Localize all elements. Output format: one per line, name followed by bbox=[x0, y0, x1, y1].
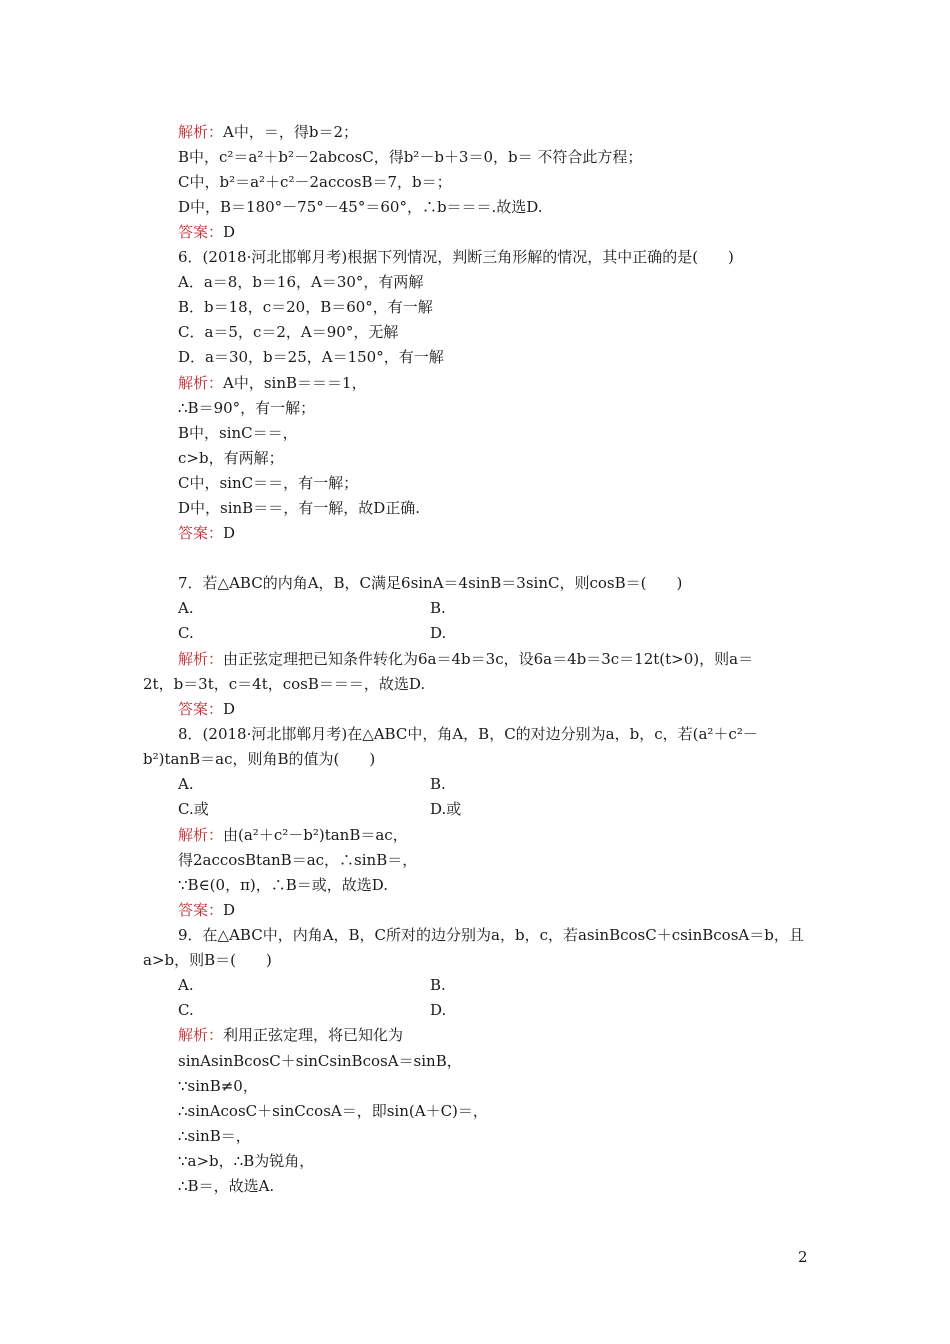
text-line bbox=[178, 773, 194, 795]
text-line bbox=[178, 622, 194, 644]
text-line bbox=[178, 397, 315, 419]
text-line bbox=[178, 849, 417, 871]
section-label: 解析： bbox=[178, 123, 224, 141]
text-span: C. bbox=[178, 624, 194, 642]
text-line bbox=[178, 271, 423, 293]
text-span: C．a＝5，c＝2，A＝90°，无解 bbox=[178, 323, 399, 341]
text-line bbox=[178, 372, 367, 394]
text-line bbox=[178, 824, 408, 846]
text-line bbox=[178, 447, 284, 469]
text-span: 6．(2018·河北邯郸月考)根据下列情况，判断三角形解的情况，其中正确的是( ) bbox=[178, 248, 734, 266]
page-number: 2 bbox=[798, 1248, 808, 1266]
section-label: 答案： bbox=[178, 223, 224, 241]
text-span: B．b＝18，c＝20，B＝60°，有一解 bbox=[178, 298, 433, 316]
text-line bbox=[178, 1050, 462, 1072]
text-line bbox=[178, 121, 358, 143]
text-span: b²)tanB＝ac，则角B的值为( ) bbox=[143, 750, 376, 768]
text-line bbox=[178, 1075, 258, 1097]
text-span: 8．(2018·河北邯郸月考)在△ABC中，角A，B，C的对边分别为a，b，c，若(a²＋c²－ bbox=[178, 725, 758, 743]
text-line bbox=[178, 999, 194, 1021]
section-label: 答案： bbox=[178, 901, 224, 919]
text-span: D bbox=[223, 901, 236, 919]
text-span: C. bbox=[178, 1001, 194, 1019]
section-label: 解析： bbox=[178, 1026, 224, 1044]
text-line bbox=[143, 949, 272, 971]
section-label: 解析： bbox=[178, 650, 224, 668]
text-span: 2t，b＝3t，c＝4t，cosB＝＝＝，故选D. bbox=[143, 675, 426, 693]
text-line bbox=[178, 296, 433, 318]
text-line bbox=[178, 924, 804, 946]
text-line bbox=[178, 321, 398, 343]
text-span: ∴B＝90°，有一解； bbox=[178, 399, 316, 417]
text-line bbox=[178, 472, 358, 494]
text-span: ∵a>b，∴B为锐角， bbox=[178, 1152, 315, 1170]
text-span: ∴sinB＝， bbox=[178, 1127, 251, 1145]
text-line bbox=[178, 874, 388, 896]
text-span: D中，B＝180°－75°－45°＝60°，∴b＝＝＝.故选D. bbox=[178, 198, 543, 216]
text-line bbox=[178, 1100, 488, 1122]
text-span: A中，＝，得b＝2； bbox=[223, 123, 358, 141]
text-line bbox=[178, 497, 420, 519]
text-line bbox=[178, 974, 194, 996]
text-span: 由正弦定理把已知条件转化为6a＝4b＝3c，设6a＝4b＝3c＝12t(t>0)，则a＝ bbox=[223, 650, 754, 668]
text-line bbox=[178, 1125, 251, 1147]
text-span: A. bbox=[178, 599, 194, 617]
text-span: ∴B＝，故选A. bbox=[178, 1177, 275, 1195]
text-line bbox=[178, 899, 235, 921]
text-span: a>b，则B＝( ) bbox=[143, 951, 272, 969]
text-line bbox=[178, 221, 235, 243]
text-span: 利用正弦定理，将已知化为 bbox=[223, 1026, 404, 1044]
section-label: 答案： bbox=[178, 700, 224, 718]
text-line bbox=[178, 648, 753, 670]
text-span: ∵B∈(0，π)，∴B＝或，故选D. bbox=[178, 876, 389, 894]
section-label: 答案： bbox=[178, 524, 224, 542]
text-span: D中，sinB＝＝，有一解，故D正确. bbox=[178, 499, 421, 517]
text-span: 得2accosBtanB＝ac，∴sinB＝， bbox=[178, 851, 418, 869]
text-span: sinAsinBcosC＋sinCsinBcosA＝sinB， bbox=[178, 1052, 462, 1070]
text-span: 9．在△ABC中，内角A，B，C所对的边分别为a，b，c，若asinBcosC＋csinBcosA＝b，且 bbox=[178, 926, 804, 944]
text-line bbox=[143, 748, 375, 770]
text-span: C.或 bbox=[178, 800, 209, 818]
text-line bbox=[178, 597, 194, 619]
section-label: 解析： bbox=[178, 374, 224, 392]
option-label: B. bbox=[430, 775, 446, 793]
text-line bbox=[178, 1175, 274, 1197]
text-line bbox=[178, 171, 452, 193]
text-line bbox=[178, 698, 235, 720]
text-span: B中，sinC＝＝， bbox=[178, 424, 298, 442]
option-label: D. bbox=[430, 624, 447, 642]
text-line bbox=[178, 798, 209, 820]
text-line bbox=[178, 146, 642, 168]
text-span: ∴sinAcosC＋sinCcosA＝，即sin(A＋C)＝， bbox=[178, 1102, 488, 1120]
text-span: A. bbox=[178, 976, 194, 994]
text-line bbox=[178, 246, 734, 268]
text-line bbox=[178, 1150, 314, 1172]
text-span: 由(a²＋c²－b²)tanB＝ac， bbox=[223, 826, 408, 844]
option-label: D.或 bbox=[430, 800, 462, 818]
text-span: B中，c²＝a²＋b²－2abcosC，得b²－b＋3＝0，b＝ 不符合此方程； bbox=[178, 148, 643, 166]
text-span: ∵sinB≠0， bbox=[178, 1077, 258, 1095]
text-line bbox=[178, 1024, 403, 1046]
option-label: B. bbox=[430, 599, 446, 617]
text-span: c>b，有两解； bbox=[178, 449, 284, 467]
text-line bbox=[178, 196, 543, 218]
text-line bbox=[178, 422, 298, 444]
text-line bbox=[178, 572, 682, 594]
section-label: 解析： bbox=[178, 826, 224, 844]
text-span: A中，sinB＝＝＝1， bbox=[223, 374, 367, 392]
option-label: D. bbox=[430, 1001, 447, 1019]
text-span: A. bbox=[178, 775, 194, 793]
text-span: D bbox=[223, 223, 236, 241]
text-span: C中，sinC＝＝，有一解； bbox=[178, 474, 359, 492]
text-line bbox=[178, 346, 444, 368]
option-label: B. bbox=[430, 976, 446, 994]
text-span: D．a＝30，b＝25，A＝150°，有一解 bbox=[178, 348, 444, 366]
text-line bbox=[178, 723, 758, 745]
text-span: D bbox=[223, 524, 236, 542]
text-span: C中，b²＝a²＋c²－2accosB＝7，b＝； bbox=[178, 173, 452, 191]
text-line bbox=[143, 673, 425, 695]
text-span: 7．若△ABC的内角A，B，C满足6sinA＝4sinB＝3sinC，则cosB＝( ) bbox=[178, 574, 683, 592]
text-span: D bbox=[223, 700, 236, 718]
text-line bbox=[178, 522, 235, 544]
text-span: A．a＝8，b＝16，A＝30°，有两解 bbox=[178, 273, 424, 291]
